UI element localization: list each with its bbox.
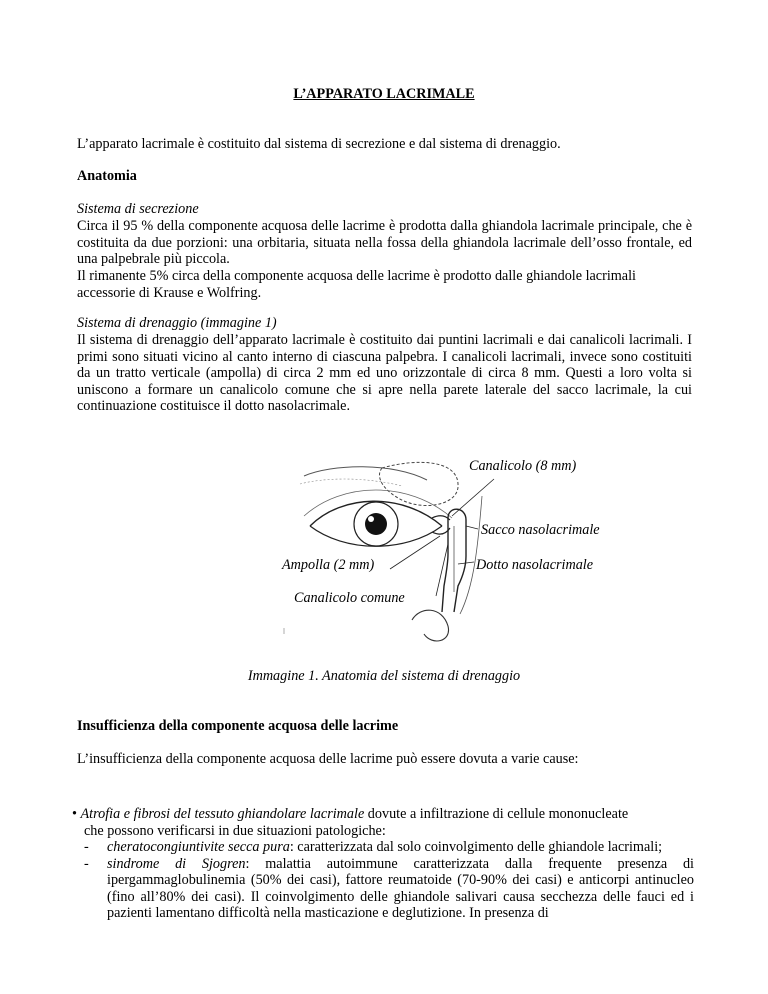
bullet-line-2: che possono verificarsi in due situazioni patologiche: <box>84 822 386 839</box>
causes-list <box>72 806 694 922</box>
bullet-icon: • <box>72 806 77 822</box>
nostril-outline <box>412 610 449 641</box>
eye-drainage-illustration <box>282 456 618 648</box>
brow-outline <box>304 467 427 480</box>
intro-paragraph: L’apparato lacrimale è costituito dal sistema di secrezione e dal sistema di drenaggio. <box>77 136 561 152</box>
item2-text: : malattia autoimmune caratterizzata dalla frequente presenza di ipergammaglobulinemia (50% dei casi), fattore reumatoide (70-90% dei casi) e anticorpi antinucleo (fino all’80% dei casi). Il coinvolgimento delle ghiandole salivari causa secchezza delle fauci ed i pazienti lamentano difficoltà nella masticazione e deglutizione. In presenza di <box>107 855 694 921</box>
leader-sacco <box>466 526 478 529</box>
list-item-cheratocongiuntivite <box>72 839 694 856</box>
label-dotto-nasolacrimale: Dotto nasolacrimale <box>476 557 594 573</box>
figure-caption: Immagine 1. Anatomia del sistema di drenaggio <box>247 668 521 684</box>
nose-bridge <box>460 496 482 614</box>
secretion-paragraph-2: Il rimanente 5% circa della componente acquosa delle lacrime è prodotto dalle ghiandole lacrimali accessorie di Krause e Wolfring. <box>77 268 636 301</box>
item1-text: : caratterizzata dal solo coinvolgimento delle ghiandole lacrimali; <box>289 839 663 855</box>
bullet-term: Atrofia e fibrosi del tessuto ghiandolare lacrimale <box>80 806 365 822</box>
pupil <box>365 513 387 535</box>
label-sacco-nasolacrimale: Sacco nasolacrimale <box>481 522 600 538</box>
list-item-sjogren <box>72 856 694 922</box>
label-canalicolo-comune: Canalicolo comune <box>294 590 405 606</box>
brow-hatch <box>300 479 402 486</box>
item2-term: sindrome di Sjogren <box>107 855 246 872</box>
item1-term: cheratocongiuntivite secca pura <box>107 839 290 855</box>
anatomy-heading: Anatomia <box>77 168 137 184</box>
insufficiency-intro: L’insufficienza della componente acquosa delle lacrime può essere dovuta a varie cause: <box>77 751 579 767</box>
pupil-highlight <box>368 516 374 522</box>
leader-ampolla <box>390 536 440 569</box>
secretion-heading: Sistema di secrezione <box>77 201 199 217</box>
dash-icon: - <box>84 839 89 855</box>
label-canalicolo: Canalicolo (8 mm) <box>469 458 577 474</box>
drainage-anatomy-figure <box>282 456 618 648</box>
lacrimal-sac-right-wall <box>448 509 466 612</box>
secretion-paragraph-1: Circa il 95 % della componente acquosa delle lacrime è prodotta dalla ghiandola lacrimale principale, che è costituita da due porzioni: una orbitaria, situata nella fossa della ghiandola lacrimale dell’osso frontale, ed una palpebrale più piccola. <box>77 218 692 267</box>
dash-icon: - <box>84 855 89 872</box>
bullet-rest: dovute a infiltrazione di cellule mononucleate <box>364 806 629 822</box>
bullet-line-1 <box>72 806 694 823</box>
insufficiency-heading: Insufficienza della componente acquosa delle lacrime <box>77 718 399 734</box>
page-title: L’APPARATO LACRIMALE <box>293 86 475 102</box>
drainage-paragraph: Il sistema di drenaggio dell’apparato lacrimale è costituito dai puntini lacrimali e dai canalicoli lacrimali. I primi sono situati vicino al canto interno di ciascuna palpebra. I canalicoli lacrimali, invece sono costituiti da un tratto verticale (ampolla) di circa 2 mm ed uno orizzontale di circa 8 mm. Questi a loro volta si uniscono a formare un canalicolo comune che si apre nella parete laterale del sacco lacrimale, la cui continuazione costituisce il dotto nasolacrimale. <box>77 332 692 414</box>
label-ampolla: Ampolla (2 mm) <box>282 557 375 573</box>
drainage-heading: Sistema di drenaggio (immagine 1) <box>77 315 277 331</box>
upper-canaliculus <box>432 516 450 520</box>
